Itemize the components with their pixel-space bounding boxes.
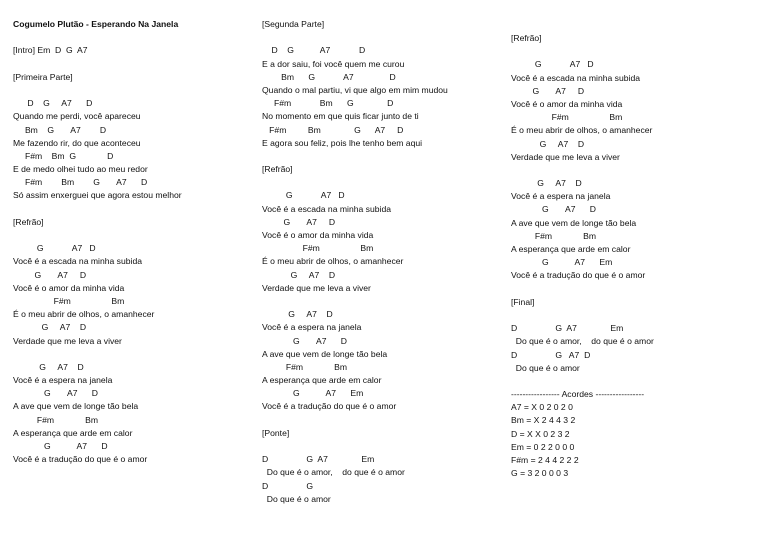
chord-line: G A7 D xyxy=(13,243,96,254)
lyric-line: Do que é o amor, do que é o amor xyxy=(511,336,654,347)
lyric-line: É o meu abrir de olhos, o amanhecer xyxy=(262,256,404,267)
chord-line: G A7 D xyxy=(13,441,108,451)
lyric-line: Você é o amor da minha vida xyxy=(262,230,374,240)
chord-line: G A7 Em xyxy=(511,257,613,268)
lyric-line: A ave que vem de longe tão bela xyxy=(511,217,637,228)
blank-line xyxy=(262,150,507,163)
lyric-line: Me fazendo rir, do que aconteceu xyxy=(13,137,141,148)
chord-line: F#m Bm xyxy=(13,414,98,425)
lyric-line: Do que é o amor, do que é o amor xyxy=(262,467,405,478)
chord-line: G A7 D xyxy=(511,85,585,96)
chord-line: G A7 D xyxy=(262,190,345,201)
chord-line: G A7 D xyxy=(13,361,84,372)
chord-line: G A7 D xyxy=(511,138,585,149)
chord-line: Bm G A7 D xyxy=(262,71,396,82)
chord-line: G A7 D xyxy=(262,335,348,346)
blank-line xyxy=(262,176,507,189)
lyric-line: A esperança que arde em calor xyxy=(13,427,133,438)
section-heading: [Intro] Em D G A7 xyxy=(13,45,88,56)
chord-line: F#m Bm xyxy=(262,361,347,372)
lyric-line: É o meu abrir de olhos, o amanhecer xyxy=(511,125,653,136)
lyric-line: Você é o amor da minha vida xyxy=(511,98,623,109)
section-heading: [Final] xyxy=(511,296,535,307)
chord-line: F#m Bm xyxy=(262,243,374,254)
chord-fingering: D = X X 0 2 3 2 xyxy=(511,428,570,439)
chord-line: F#m Bm xyxy=(511,112,623,123)
section-heading: [Segunda Parte] xyxy=(262,19,325,29)
blank-line xyxy=(13,348,258,361)
blank-line xyxy=(13,203,258,216)
chord-line: D G A7 Em xyxy=(511,323,624,334)
lyric-line: No momento em que quis ficar junto de ti xyxy=(262,111,419,122)
chord-fingering: Bm = X 2 4 4 3 2 xyxy=(511,415,576,426)
chord-line: D G A7 D xyxy=(13,98,93,109)
column-2 xyxy=(262,18,507,506)
chord-line: D G A7 D xyxy=(262,45,366,56)
lyric-line: Você é a escada na minha subida xyxy=(511,72,640,83)
blank-line xyxy=(13,58,258,71)
chord-line: G A7 D xyxy=(262,269,336,280)
lyric-line: Do que é o amor xyxy=(262,493,331,504)
chord-line: D G xyxy=(262,480,314,491)
lyric-line: Quando o mal partiu, vi que algo em mim mudou xyxy=(262,84,448,95)
lyric-line: Quando me perdi, você apareceu xyxy=(13,111,141,122)
chord-line: F#m Bm G D xyxy=(13,150,114,161)
chord-line: G A7 D xyxy=(511,178,582,189)
blank-line xyxy=(262,295,507,308)
blank-line xyxy=(511,45,756,58)
lyric-line: E agora sou feliz, pois lhe tenho bem aqui xyxy=(262,137,423,148)
lyric-line: E a dor saiu, foi você quem me curou xyxy=(262,58,405,69)
blank-line xyxy=(262,440,507,453)
chord-line: G A7 D xyxy=(511,59,594,70)
lyric-line: Você é a tradução do que é o amor xyxy=(511,270,646,281)
chord-line: F#m Bm xyxy=(511,230,596,241)
lyric-line: Verdade que me leva a viver xyxy=(511,151,620,162)
chord-line: G A7 D xyxy=(511,204,597,215)
lyric-line: A esperança que arde em calor xyxy=(511,244,631,254)
blank-line xyxy=(13,84,258,97)
lyric-line: A ave que vem de longe tão bela xyxy=(13,401,139,412)
lyric-line: Só assim enxerguei que agora estou melhor xyxy=(13,190,182,201)
song-title: Cogumelo Plutão - Esperando Na Janela xyxy=(13,19,179,29)
column-3 xyxy=(511,32,756,480)
chord-line: G A7 D xyxy=(13,322,87,333)
blank-line xyxy=(262,414,507,427)
lyric-line: Verdade que me leva a viver xyxy=(262,282,371,293)
lyric-line: A ave que vem de longe tão bela xyxy=(262,348,388,359)
lyric-line: A esperança que arde em calor xyxy=(262,375,382,386)
lyric-line: Você é o amor da minha vida xyxy=(13,282,125,293)
section-heading: [Ponte] xyxy=(262,427,290,438)
lyric-line: Você é a espera na janela xyxy=(262,322,362,333)
blank-line xyxy=(511,309,756,322)
section-heading: [Refrão] xyxy=(262,164,293,175)
chord-line: Bm G A7 D xyxy=(13,124,107,135)
lyric-line: Você é a tradução do que é o amor xyxy=(262,401,397,412)
chord-line: G A7 D xyxy=(13,388,99,399)
lyric-line: E de medo olhei tudo ao meu redor xyxy=(13,164,148,175)
chord-line: G A7 D xyxy=(13,269,87,280)
blank-line xyxy=(262,31,507,44)
chord-fingering: Em = 0 2 2 0 0 0 xyxy=(511,441,575,452)
chord-line: G A7 D xyxy=(262,309,333,320)
chord-line: F#m Bm G A7 D xyxy=(13,177,148,188)
lyric-line: Do que é o amor xyxy=(511,362,580,373)
blank-line xyxy=(511,375,756,388)
lyric-line: Você é a tradução do que é o amor xyxy=(13,454,148,465)
lyric-line: Você é a escada na minha subida xyxy=(13,256,142,267)
chord-line: F#m Bm G A7 D xyxy=(262,124,404,135)
blank-line xyxy=(13,31,258,44)
chords-header: ----------------- Acordes ----------------- xyxy=(511,389,645,400)
lyric-line: Você é a espera na janela xyxy=(511,191,611,202)
chord-line: F#m Bm xyxy=(13,295,125,306)
chord-line: G A7 D xyxy=(262,216,336,227)
section-heading: [Refrão] xyxy=(13,216,44,227)
column-1 xyxy=(13,18,258,466)
chord-fingering: G = 3 2 0 0 0 3 xyxy=(511,468,569,479)
chord-fingering: F#m = 2 4 4 2 2 2 xyxy=(511,455,579,465)
chord-line: F#m Bm G D xyxy=(262,98,394,109)
blank-line xyxy=(511,283,756,296)
lyric-line: Você é a escada na minha subida xyxy=(262,203,391,214)
lyric-line: É o meu abrir de olhos, o amanhecer xyxy=(13,309,155,320)
chord-line: D G A7 Em xyxy=(262,454,375,465)
section-heading: [Refrão] xyxy=(511,33,542,43)
chord-line: D G A7 D xyxy=(511,349,591,360)
chord-line: G A7 Em xyxy=(262,388,364,399)
blank-line xyxy=(511,164,756,177)
blank-line xyxy=(13,229,258,242)
section-heading: [Primeira Parte] xyxy=(13,71,73,82)
chord-fingering: A7 = X 0 2 0 2 0 xyxy=(511,402,573,413)
lyric-line: Verdade que me leva a viver xyxy=(13,335,122,346)
lyric-line: Você é a espera na janela xyxy=(13,375,113,386)
